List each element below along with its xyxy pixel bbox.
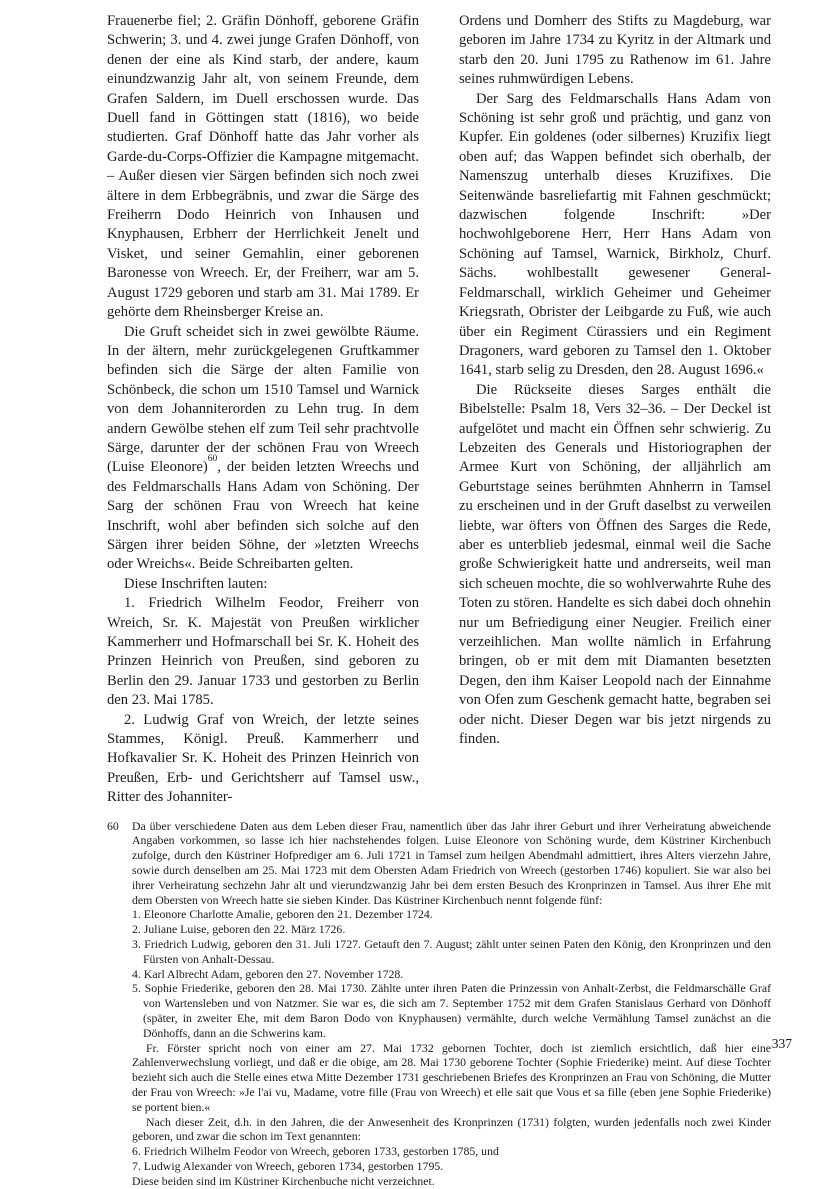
footnote-paragraph-foerster: Fr. Förster spricht noch von einer am 27. Mai 1732 gebornen Tochter, doch ist ziemlich ersichtlich, daß hier eine Zahlenverwechslung vorliegt, und daß er die obige, am 28. Mai 1730 geborene Tochter (Sophie Friederike) meint. Auf diese Tochter bezieht sich auch die Stelle eines etwa Mitte Dezember 1731 geschriebenen Briefes des Kronprinzen an Frau von Schöning, die Mutter der Frau von Wreech: »Je l'ai vu, Madame, votre fille (Frau von Wreech) et elle sait que Vous et sa fille (eben jene Sophie Friederike) se portent bien.« <box>132 1040 771 1114</box>
footnote-number: 60 <box>107 818 119 833</box>
footnote-child-item: 7. Ludwig Alexander von Wreech, geboren 1734, gestorben 1795. <box>132 1158 444 1173</box>
left-column <box>107 12 419 808</box>
paragraph-text: , der beiden letzten Wreechs und des Feldmarschalls Hans Adam von Schöning. Der Sarg der schönen Frau von Wreech hat keine Inschrift, wohl aber befinden sich solche auf den Särgen ihrer beiden Söhne, der »letzten Wreechs oder Wreichs«. Beide Schreibarten gelten. <box>107 459 420 573</box>
paragraph-inschriften-intro: Diese Inschriften lauten: <box>124 575 268 592</box>
footnote-child-item: 2. Juliane Luise, geboren den 22. März 1726. <box>132 922 346 937</box>
paragraph-frauenerbe: Frauenerbe fiel; 2. Gräfin Dönhoff, geborene Gräfin Schwerin; 3. und 4. zwei junge Grafen Dönhoff, von denen der eine als Kind starb, der andere, kaum einundzwanzig Jahr alt, von seinem Freunde, dem Grafen Saldern, im Duell erschossen wurde. Das Duell fand in Göttingen statt (1816), wo beide studierten. Graf Dönhoff hatte das Jahr vorher als Garde-du-Corps-Offizier die Kampagne mitgemacht. – Außer diesen vier Särgen befinden sich noch zwei ältere in dem Erbbegräbnis, und zwar die Särge des Freiherrn Dodo Heinrich von Inhausen und Knyphausen, Erbherr der Herrlichkeit Jenelt und Visket, und seiner Gemahlin, einer geborenen Baronesse von Wreech. Er, der Freiherr, war am 5. August 1729 geboren und starb am 31. Mai 1789. Er gehörte dem Rheinsberger Kreise an. <box>107 13 419 321</box>
right-column <box>459 12 771 808</box>
paragraph-sarg-schoening: Der Sarg des Feldmarschalls Hans Adam von Schöning ist sehr groß und prächtig, und ganz von Kupfer. Ein goldenes (oder silbernes) Kruzifix liegt oben auf; das Wappen befindet sich oberhalb, der Namenszug unterhalb dieses Kruzifixes. Die Seitenwände basreliefartig mit Fahnen geschmückt; dazwischen folgende Inschrift: »Der hochwohlgeborene Herr, Herr Hans Adam von Schöning auf Tamsel, Warnick, Birkholz, Churf. Sächs. wohlbestallt gewesener General-Feldmarschall, wirklich Geheimer und Geheimer Kriegsrath, Obrister der Leibgarde zu Fuß, wie auch über ein Regiment Cürassiers und ein Regiment Dragoners, ward geboren zu Tamsel den 1. Oktober 1641, starb selig zu Dresden, den 28. August 1696.« <box>459 90 771 379</box>
paragraph-gruft <box>107 323 419 575</box>
main-text-columns <box>107 12 771 808</box>
paragraph-inschrift-2: 2. Ludwig Graf von Wreich, der letzte seines Stammes, Königl. Preuß. Kammerherr und Hofkavalier Sr. K. Hoheit des Prinzen Heinrich von Preußen, Erb- und Gerichtsherr auf Tamsel usw., Ritter des Johanniter- <box>107 711 419 806</box>
footnote-child-item: 5. Sophie Friederike, geboren den 28. Mai 1730. Zählte unter ihren Paten die Prinzessin von Anhalt-Zerbst, die Feldmarschälle Graf von Wartensleben und von Natzmer. Sie war es, die sich am 7. September 1752 mit dem Grafen Stanislaus Gerhard von Dönhoff (später, in zweiter Ehe, mit dem Baron Dodo von Knyphausen) vermählte, durch welche Vermählung Tamsel zunächst an die Dönhoffs, dann an die Schwerins kam. <box>132 981 771 1040</box>
footnote-child-item: 4. Karl Albrecht Adam, geboren den 27. November 1728. <box>132 966 404 981</box>
footnote-intro: Da über verschiedene Daten aus dem Leben dieser Frau, namentlich über das Jahr ihrer Geburt und ihrer Verheiratung abweichende Angaben vorkommen, so lasse ich hier nachstehendes folgen. Luise Eleonore von Schöning wurde, dem Küstriner Kirchenbuch zufolge, durch den Küstriner Hofprediger am 6. Juli 1721 in Tamsel zum heilgen Abendmahl admittiert, ihres Alters vierzehn Jahre, sowie durch denselben am 25. Mai 1723 mit dem Obersten Adam Friedrich von Wreech (gestorben 1746) kopuliert. Sie war also bei ihrer Verheiratung sechzehn Jahr alt und vierundzwanzig Jahr bei dem ersten Besuch des Kronprinzen in Tamsel. Aus ihrer Ehe mit dem Obersten von Wreech hatte sie sieben Kinder. Das Küstriner Kirchenbuch nennt folgende fünf: <box>132 818 771 907</box>
footnote-paragraph-nach-dieser-zeit: Nach dieser Zeit, d.h. in den Jahren, die der Anwesenheit des Kronprinzen (1731) folgten, wurden jedenfalls noch zwei Kinder geboren, und zwar die schon im Text genannten: <box>132 1114 771 1144</box>
paragraph-text: Die Gruft scheidet sich in zwei gewölbte Räume. In der ältern, mehr zurückgelegenen Gruftkammer befinden sich die Särge der alten Familie von Schönbeck, die schon um 1510 Tamsel und Warnick von dem Johanniterorden zu Lehn trug. In dem andern Gewölbe stehen elf zum Teil sehr prachtvolle Särge, darunter der der schönen Frau von Wreech (Luise Eleonore) <box>107 323 419 476</box>
footnote-closing: Diese beiden sind im Küstriner Kirchenbuche nicht verzeichnet. <box>132 1173 435 1188</box>
footnote-ref-60: 60 <box>207 453 218 464</box>
footnote-child-item: 3. Friedrich Ludwig, geboren den 31. Juli 1727. Getauft den 7. August; zählt unter seinen Paten den König, den Kronprinzen und den Fürsten von Anhalt-Dessau. <box>132 937 771 966</box>
footnote-60 <box>107 819 771 1189</box>
paragraph-rueckseite: Die Rückseite dieses Sarges enthält die Bibelstelle: Psalm 18, Vers 32–36. – Der Deckel ist aufgelötet und macht ein Öffnen sehr schwierig. Zu Lebzeiten des Generals und Historiographen der Armee Kurt von Schöning, der alljährlich am Geburtstage seines berühmten Ahnherrn in Tamsel zu erscheinen und in der Gruft daselbst zu verweilen liebte, war öfters von Öffnen des Sarges die Rede, aber es unterblieb jedesmal, einmal weil die Sache große Schwierigkeit hatte und andrerseits, weil man sich scheuen mochte, die so wohlverwahrte Ruhe des Toten zu stören. Handelte es sich dabei doch ohnehin nur um Befriedigung einer Neugier. Freilich einer verzeihlichen. Man wollte nämlich in Erfahrung bringen, ob er mit dem mit Diamanten besetzten Degen, den ihm Kaiser Leopold nach der Einnahme von Ofen zum Geschenk gemacht hatte, begraben sei oder nicht. Dieser Degen war bis jetzt nirgends zu finden. <box>459 381 771 748</box>
footnote-child-item: 6. Friedrich Wilhelm Feodor von Wreech, geboren 1733, gestorben 1785, und <box>132 1144 499 1159</box>
footnote-body <box>132 819 771 1189</box>
paragraph-inschrift-1: 1. Friedrich Wilhelm Feodor, Freiherr von Wreich, Sr. K. Majestät von Preußen wirklicher Kammerherr und Hofmarschall bei Sr. K. Hoheit des Prinzen Heinrich von Preußen, sind geboren zu Berlin den 29. Januar 1733 und gestorben zu Berlin den 23. Mai 1785. <box>107 595 419 709</box>
page-number: 337 <box>771 1036 792 1051</box>
footnote-child-item: 1. Eleonore Charlotte Amalie, geboren den 21. Dezember 1724. <box>132 907 433 922</box>
paragraph-ordens: Ordens und Domherr des Stifts zu Magdeburg, war geboren im Jahre 1734 zu Kyritz in der Altmark und starb den 20. Juni 1795 zu Rathenow im 61. Jahre seines ruhmwürdigen Lebens. <box>459 13 771 88</box>
